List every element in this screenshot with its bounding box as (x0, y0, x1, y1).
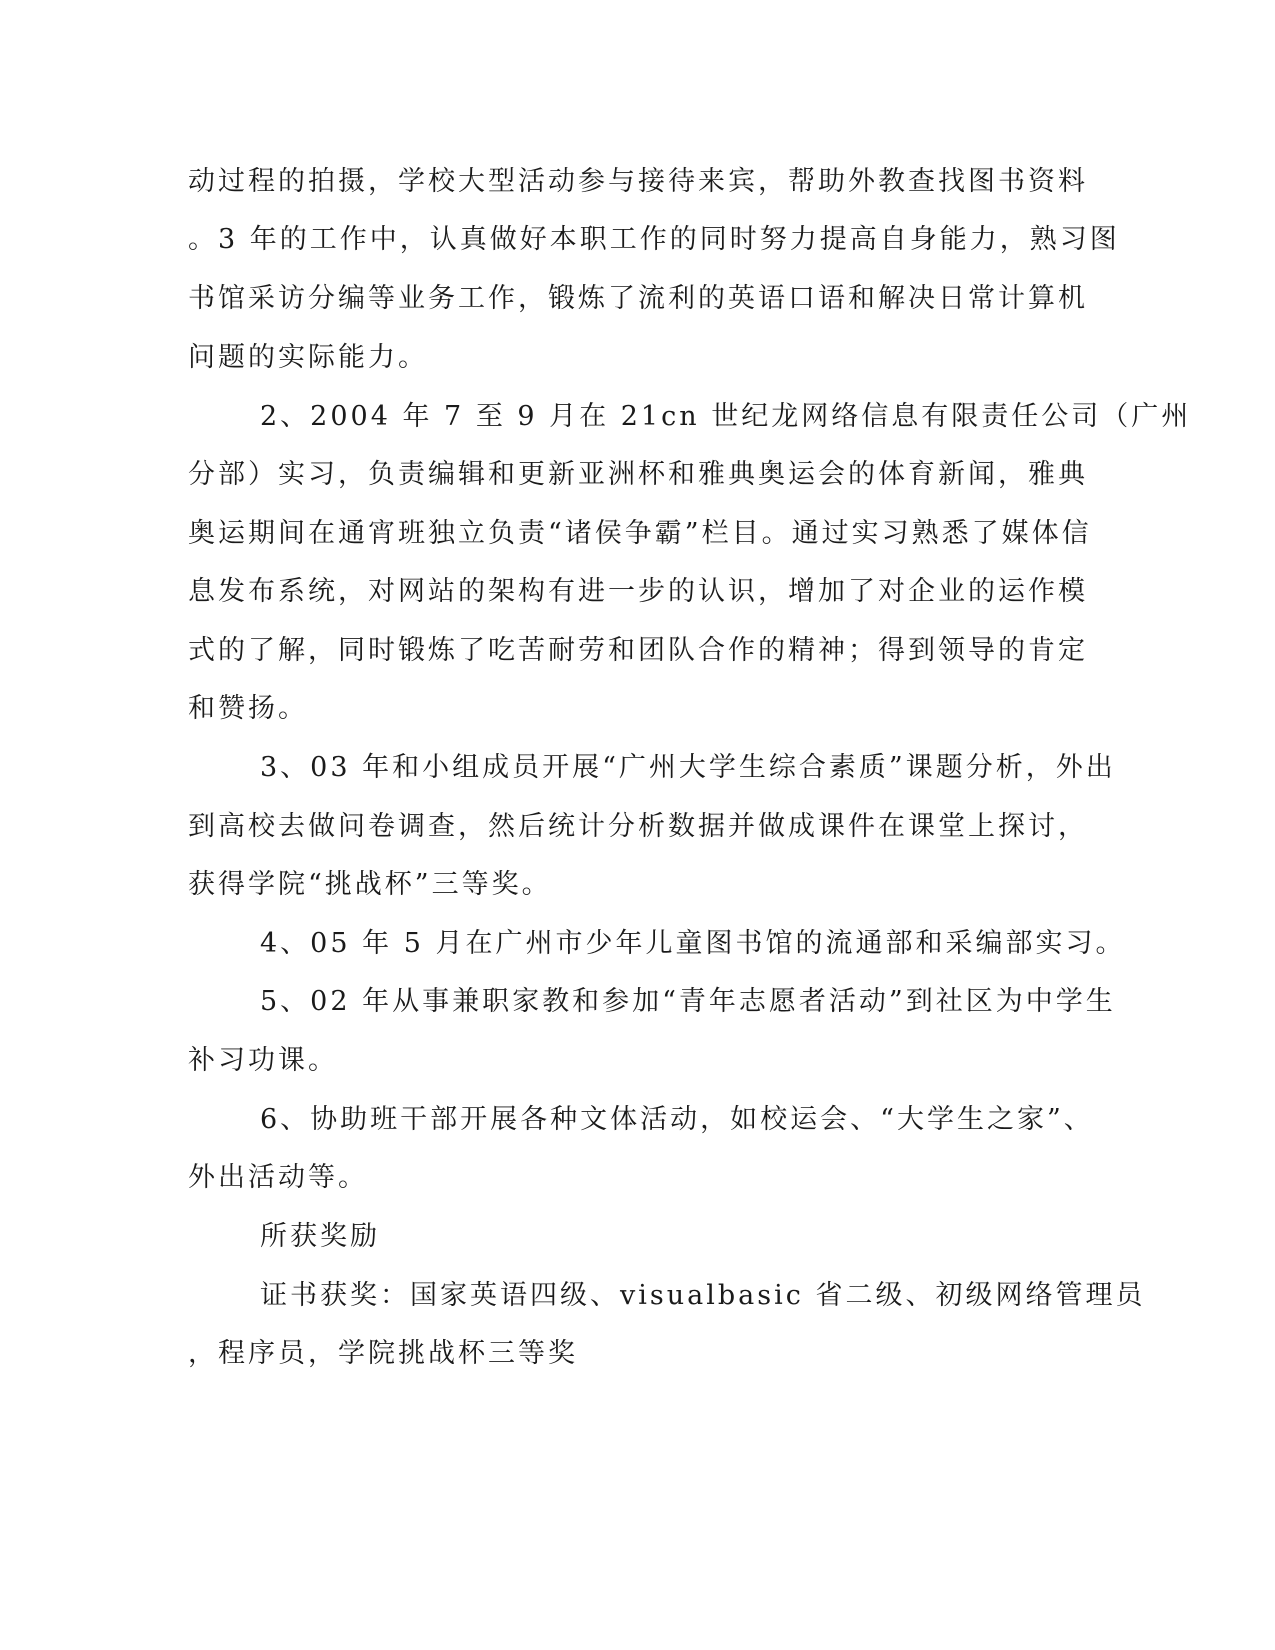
section-heading-awards: 所获奖励 (260, 1221, 380, 1252)
text-line-4: 问题的实际能力。 (188, 342, 428, 373)
text-line-15: 5、02 年从事兼职家教和参加“青年志愿者活动”到社区为中学生 (260, 986, 1116, 1017)
text-line-10: 和赞扬。 (188, 693, 308, 724)
text-line-12: 到高校去做问卷调查，然后统计分析数据并做成课件在课堂上探讨， (188, 811, 1088, 842)
text-line-20: 证书获奖：国家英语四级、visualbasic 省二级、初级网络管理员 (260, 1280, 1146, 1311)
text-line-21: ，程序员，学院挑战杯三等奖 (188, 1338, 578, 1369)
text-line-9: 式的了解，同时锻炼了吃苦耐劳和团队合作的精神；得到领导的肯定 (188, 635, 1088, 666)
text-line-3: 书馆采访分编等业务工作，锻炼了流利的英语口语和解决日常计算机 (188, 283, 1088, 314)
text-line-2: 。3 年的工作中，认真做好本职工作的同时努力提高自身能力，熟习图 (188, 224, 1120, 255)
text-line-6: 分部）实习，负责编辑和更新亚洲杯和雅典奥运会的体育新闻，雅典 (188, 459, 1088, 490)
text-line-5: 2、2004 年 7 至 9 月在 21cn 世纪龙网络信息有限责任公司（广州 (260, 401, 1192, 432)
text-line-11: 3、03 年和小组成员开展“广州大学生综合素质”课题分析，外出 (260, 752, 1116, 783)
text-line-18: 外出活动等。 (188, 1162, 368, 1193)
text-line-16: 补习功课。 (188, 1045, 338, 1076)
text-line-1: 动过程的拍摄，学校大型活动参与接待来宾，帮助外教查找图书资料 (188, 166, 1088, 197)
text-line-8: 息发布系统，对网站的架构有进一步的认识，增加了对企业的运作模 (188, 576, 1088, 607)
text-line-14: 4、05 年 5 月在广州市少年儿童图书馆的流通部和采编部实习。 (260, 928, 1126, 959)
text-line-17: 6、协助班干部开展各种文体活动，如校运会、“大学生之家”、 (260, 1104, 1094, 1135)
text-line-13: 获得学院“挑战杯”三等奖。 (188, 869, 552, 900)
text-line-7: 奥运期间在通宵班独立负责“诸侯争霸”栏目。通过实习熟悉了媒体信 (188, 518, 1092, 549)
